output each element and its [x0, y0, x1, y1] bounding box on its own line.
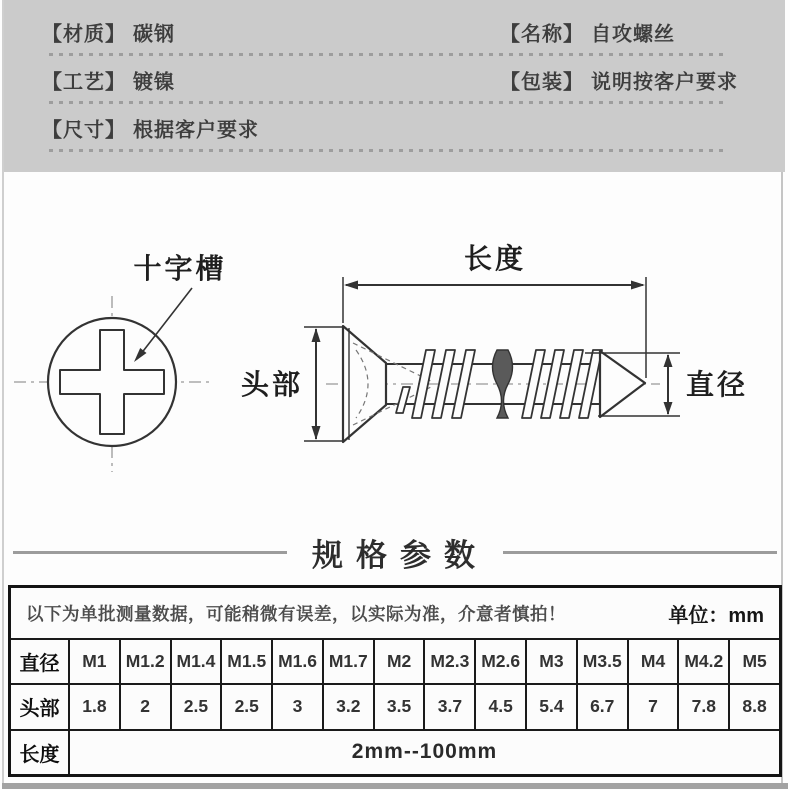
spec-name-label: 【名称】: [500, 23, 584, 46]
thread-partial: [396, 387, 410, 413]
length-label: 长度: [463, 243, 527, 274]
dotted-separator: [49, 149, 723, 152]
diameter-cell: M1.4: [170, 640, 221, 683]
diameter-cell: M1.6: [271, 640, 322, 683]
arrowhead-left: [344, 281, 358, 290]
measurement-note: 以下为单批测量数据，可能稍微有误差，以实际为准，介意者慎拍！: [26, 603, 566, 624]
spec-packaging-label: 【包装】: [500, 71, 584, 94]
head-cell: 3.5: [373, 685, 424, 728]
spec-process-value: 镀镍: [133, 71, 175, 94]
table-row-diameter: [11, 638, 779, 683]
diameter-cell: M2.6: [474, 640, 525, 683]
bottom-divider-bar: [2, 783, 788, 789]
diameter-cell: M3: [525, 640, 576, 683]
row-label-length: 长度: [19, 743, 60, 766]
screw-tip: [600, 351, 645, 417]
head-cell: 4.5: [474, 685, 525, 728]
spec-process: [42, 66, 175, 95]
spec-name-value: 自攻螺丝: [591, 23, 675, 46]
head-cell: 2: [119, 685, 170, 728]
diameter-cell: M1.2: [119, 640, 170, 683]
arrowhead-down: [312, 426, 321, 440]
head-cell: 3.7: [423, 685, 474, 728]
cross-slot-label: 十字槽: [133, 253, 227, 284]
section-heading-text: 规格参数: [312, 537, 488, 573]
section-heading: [0, 530, 790, 574]
table-row-length: [11, 729, 779, 774]
spec-size-value: 根据客户要求: [133, 119, 259, 142]
head-cell: 7: [627, 685, 678, 728]
spec-packaging-value: 说明按客户要求: [591, 71, 738, 94]
diameter-cell: M2.3: [423, 640, 474, 683]
diameter-cells: [68, 640, 779, 683]
screw-diagram-svg: [0, 172, 790, 510]
spec-name: [500, 18, 675, 47]
diameter-cell: M1.5: [220, 640, 271, 683]
arrowhead-down: [664, 402, 673, 415]
diameter-cell: M1.7: [322, 640, 373, 683]
heading-rule-right: [503, 551, 777, 554]
arrowhead-up: [312, 328, 321, 342]
spec-header: [4, 0, 785, 172]
head-cell: 3.2: [322, 685, 373, 728]
head-cell: 5.4: [525, 685, 576, 728]
head-cell: 2.5: [170, 685, 221, 728]
spec-material: [42, 18, 175, 47]
length-range-cell: 2mm--100mm: [68, 731, 779, 774]
diameter-cell: M2: [373, 640, 424, 683]
spec-row-2: [4, 56, 785, 104]
heading-rule-left: [13, 551, 287, 554]
spec-size-label: 【尺寸】: [42, 119, 126, 142]
spec-material-label: 【材质】: [42, 23, 126, 46]
head-cells: [68, 685, 779, 728]
diameter-label: 直径: [685, 369, 749, 400]
spec-material-value: 碳钢: [133, 23, 175, 46]
head-cell: 6.7: [576, 685, 627, 728]
head-cell: 8.8: [728, 685, 779, 728]
row-label-head: 头部: [19, 698, 60, 721]
head-cell: 2.5: [220, 685, 271, 728]
diameter-cell: M1: [68, 640, 119, 683]
spec-row-1: [4, 8, 785, 56]
arrowhead-right: [631, 281, 645, 290]
diameter-cell: M4: [627, 640, 678, 683]
thread-crest: [522, 350, 545, 418]
spec-packaging: [500, 66, 738, 95]
screw-technical-drawing: [0, 172, 790, 510]
diameter-cell: M3.5: [576, 640, 627, 683]
spec-row-3: [4, 104, 785, 152]
head-label: 头部: [240, 369, 304, 400]
head-cell: 1.8: [68, 685, 119, 728]
table-note-row: [11, 588, 779, 638]
table-row-head: [11, 683, 779, 728]
spec-table: [8, 585, 782, 777]
spec-process-label: 【工艺】: [42, 71, 126, 94]
spec-size: [42, 114, 259, 143]
arrowhead-up: [664, 354, 673, 367]
diameter-cell: M4.2: [677, 640, 728, 683]
head-cell: 7.8: [677, 685, 728, 728]
head-cell: 3: [271, 685, 322, 728]
diameter-cell: M5: [728, 640, 779, 683]
row-label-diameter: 直径: [19, 653, 60, 676]
unit-label: 单位：mm: [668, 604, 764, 627]
